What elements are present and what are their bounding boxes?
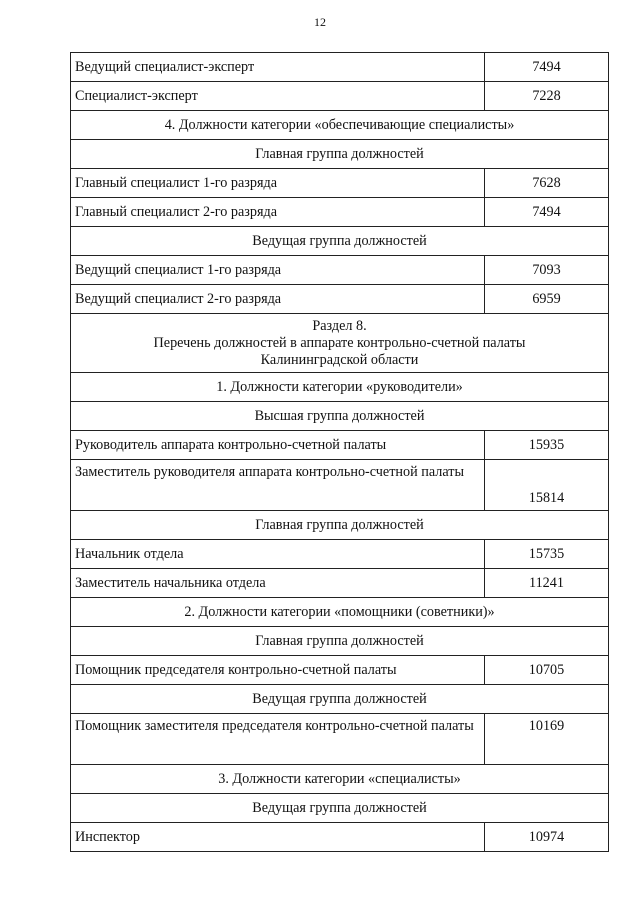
category-heading-row <box>71 765 609 794</box>
salary-value: 7628 <box>485 169 609 198</box>
group-heading-row <box>71 627 609 656</box>
position-name: Главный специалист 1-го разряда <box>71 169 485 198</box>
salary-value: 7494 <box>485 53 609 82</box>
table-row <box>71 714 609 765</box>
position-name: Помощник председателя контрольно-счетной палаты <box>71 656 485 685</box>
position-name: Ведущий специалист 2-го разряда <box>71 285 485 314</box>
table-row <box>71 285 609 314</box>
section-title-continued: Калининградской области <box>260 351 419 368</box>
salary-value: 7228 <box>485 82 609 111</box>
salary-value: 11241 <box>485 569 609 598</box>
table-row <box>71 53 609 82</box>
position-name: Начальник отдела <box>71 540 485 569</box>
group-heading: Главная группа должностей <box>71 140 609 169</box>
table-row <box>71 431 609 460</box>
group-heading-row <box>71 140 609 169</box>
category-heading-row <box>71 598 609 627</box>
table-row <box>71 256 609 285</box>
salary-value: 15935 <box>485 431 609 460</box>
position-name: Главный специалист 2-го разряда <box>71 198 485 227</box>
section-number: Раздел 8. <box>312 317 367 334</box>
group-heading: Высшая группа должностей <box>71 402 609 431</box>
category-heading-row <box>71 373 609 402</box>
group-heading: Главная группа должностей <box>71 511 609 540</box>
category-heading-row <box>71 111 609 140</box>
category-heading: 3. Должности категории «специалисты» <box>71 765 609 794</box>
section-heading <box>71 314 609 373</box>
category-heading: 1. Должности категории «руководители» <box>71 373 609 402</box>
table-row <box>71 82 609 111</box>
group-heading: Ведущая группа должностей <box>71 685 609 714</box>
table-row <box>71 656 609 685</box>
section-heading-row <box>71 314 609 373</box>
table-row <box>71 823 609 852</box>
position-name: Специалист-эксперт <box>71 82 485 111</box>
table-row <box>71 169 609 198</box>
position-name: Руководитель аппарата контрольно-счетной палаты <box>71 431 485 460</box>
group-heading-row <box>71 227 609 256</box>
salary-table <box>70 52 609 852</box>
position-name: Ведущий специалист 1-го разряда <box>71 256 485 285</box>
salary-value: 10169 <box>485 714 609 765</box>
position-name: Ведущий специалист-эксперт <box>71 53 485 82</box>
group-heading: Ведущая группа должностей <box>71 227 609 256</box>
table-row <box>71 198 609 227</box>
salary-value: 7494 <box>485 198 609 227</box>
salary-value: 10705 <box>485 656 609 685</box>
salary-value: 7093 <box>485 256 609 285</box>
group-heading-row <box>71 402 609 431</box>
category-heading: 2. Должности категории «помощники (советники)» <box>71 598 609 627</box>
salary-value: 15814 <box>485 460 609 511</box>
group-heading-row <box>71 685 609 714</box>
table-row <box>71 540 609 569</box>
position-name: Помощник заместителя председателя контрольно-счетной палаты <box>71 714 485 765</box>
table-row <box>71 460 609 511</box>
position-name: Инспектор <box>71 823 485 852</box>
salary-value: 10974 <box>485 823 609 852</box>
table-row <box>71 569 609 598</box>
group-heading-row <box>71 794 609 823</box>
group-heading: Ведущая группа должностей <box>71 794 609 823</box>
category-heading: 4. Должности категории «обеспечивающие специалисты» <box>71 111 609 140</box>
page-number: 12 <box>314 15 326 29</box>
position-name: Заместитель руководителя аппарата контрольно-счетной палаты <box>71 460 485 511</box>
position-name: Заместитель начальника отдела <box>71 569 485 598</box>
section-title: Перечень должностей в аппарате контрольно-счетной палаты <box>153 334 526 351</box>
salary-value: 15735 <box>485 540 609 569</box>
salary-value: 6959 <box>485 285 609 314</box>
group-heading-row <box>71 511 609 540</box>
group-heading: Главная группа должностей <box>71 627 609 656</box>
